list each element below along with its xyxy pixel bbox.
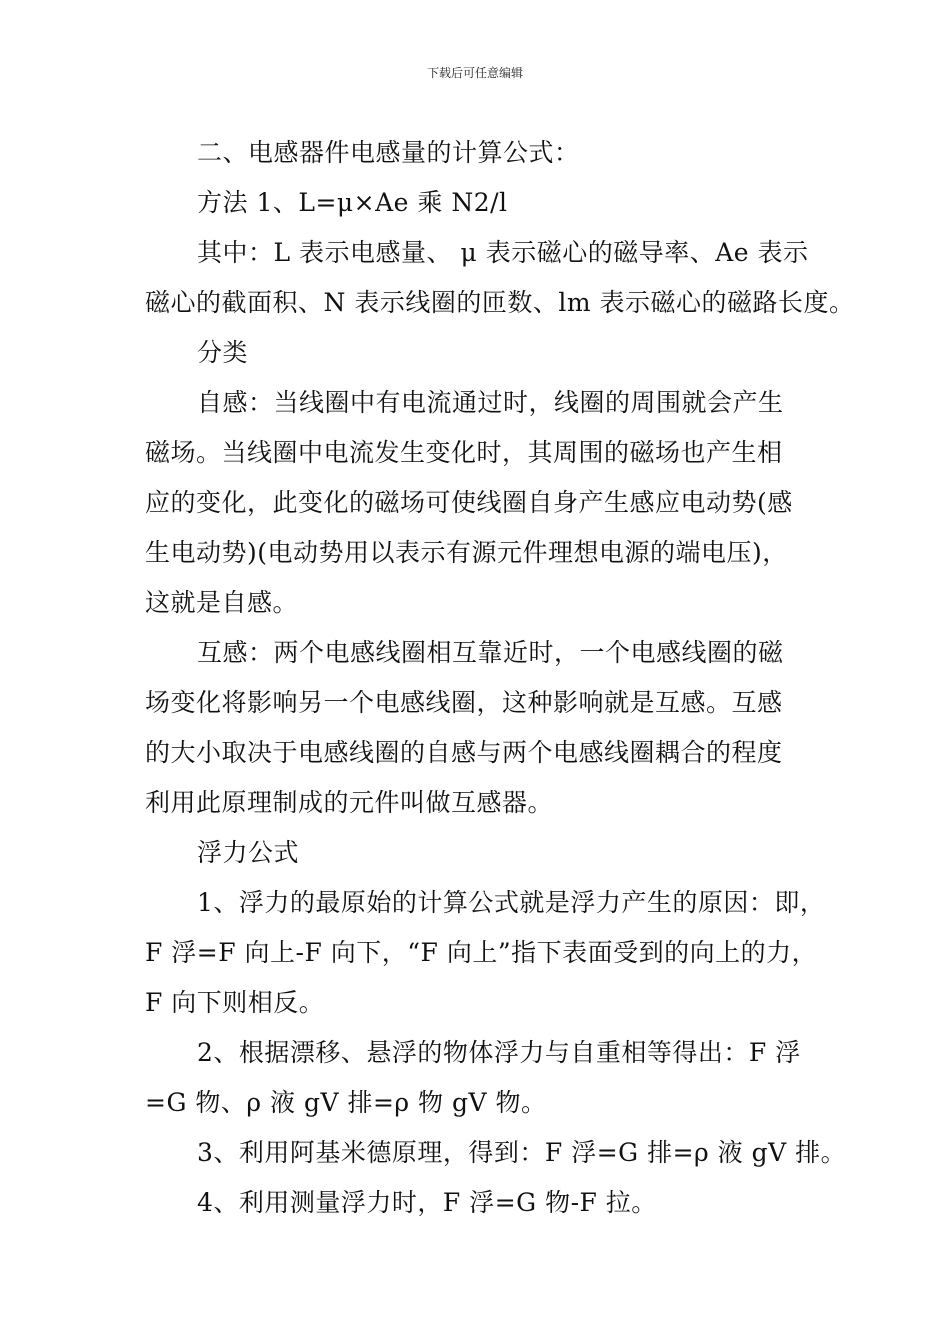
paragraph-line: 磁心的截面积、N 表示线圈的匝数、lm 表示磁心的磁路长度。 bbox=[145, 288, 855, 317]
paragraph-line: F 浮=F 向上-F 向下，“F 向上”指下表面受到的向上的力， bbox=[145, 938, 818, 967]
heading-buoyancy-formula: 浮力公式 bbox=[197, 838, 300, 867]
paragraph-line: 互感：两个电感线圈相互靠近时，一个电感线圈的磁 bbox=[197, 638, 784, 667]
paragraph-line: =G 物、ρ 液 gV 排=ρ 物 gV 物。 bbox=[145, 1088, 547, 1117]
paragraph-line: 4、利用测量浮力时，F 浮=G 物-F 拉。 bbox=[197, 1188, 657, 1217]
paragraph-line: 应的变化，此变化的磁场可使线圈自身产生感应电动势(感 bbox=[145, 488, 793, 517]
paragraph-line: 利用此原理制成的元件叫做互感器。 bbox=[145, 788, 554, 817]
document-body bbox=[145, 128, 855, 1228]
paragraph-line: 2、根据漂移、悬浮的物体浮力与自重相等得出：F 浮 bbox=[197, 1038, 801, 1067]
paragraph-line: 3、利用阿基米德原理，得到：F 浮=G 排=ρ 液 gV 排。 bbox=[197, 1138, 847, 1167]
paragraph-line: 自感：当线圈中有电流通过时，线圈的周围就会产生 bbox=[197, 388, 784, 417]
page-header: 下载后可任意编辑 bbox=[426, 66, 523, 80]
heading-classification: 分类 bbox=[197, 338, 249, 367]
paragraph-line: 生电动势)(电动势用以表示有源元件理想电源的端电压)， bbox=[145, 538, 788, 567]
paragraph-line: 这就是自感。 bbox=[145, 588, 299, 617]
formula-method-1: 方法 1、L=μ×Ae 乘 N2/l bbox=[197, 188, 508, 217]
paragraph-line: 1、浮力的最原始的计算公式就是浮力产生的原因：即， bbox=[197, 888, 826, 917]
paragraph-line: 磁场。当线圈中电流发生变化时，其周围的磁场也产生相 bbox=[145, 438, 783, 467]
paragraph-line: 其中：L 表示电感量、 μ 表示磁心的磁导率、Ae 表示 bbox=[197, 238, 809, 267]
section-heading-inductance-formula: 二、电感器件电感量的计算公式： bbox=[197, 138, 580, 167]
paragraph-line: F 向下则相反。 bbox=[145, 988, 325, 1017]
paragraph-line: 场变化将影响另一个电感线圈，这种影响就是互感。互感 bbox=[145, 688, 783, 717]
paragraph-line: 的大小取决于电感线圈的自感与两个电感线圈耦合的程度 bbox=[145, 738, 783, 767]
